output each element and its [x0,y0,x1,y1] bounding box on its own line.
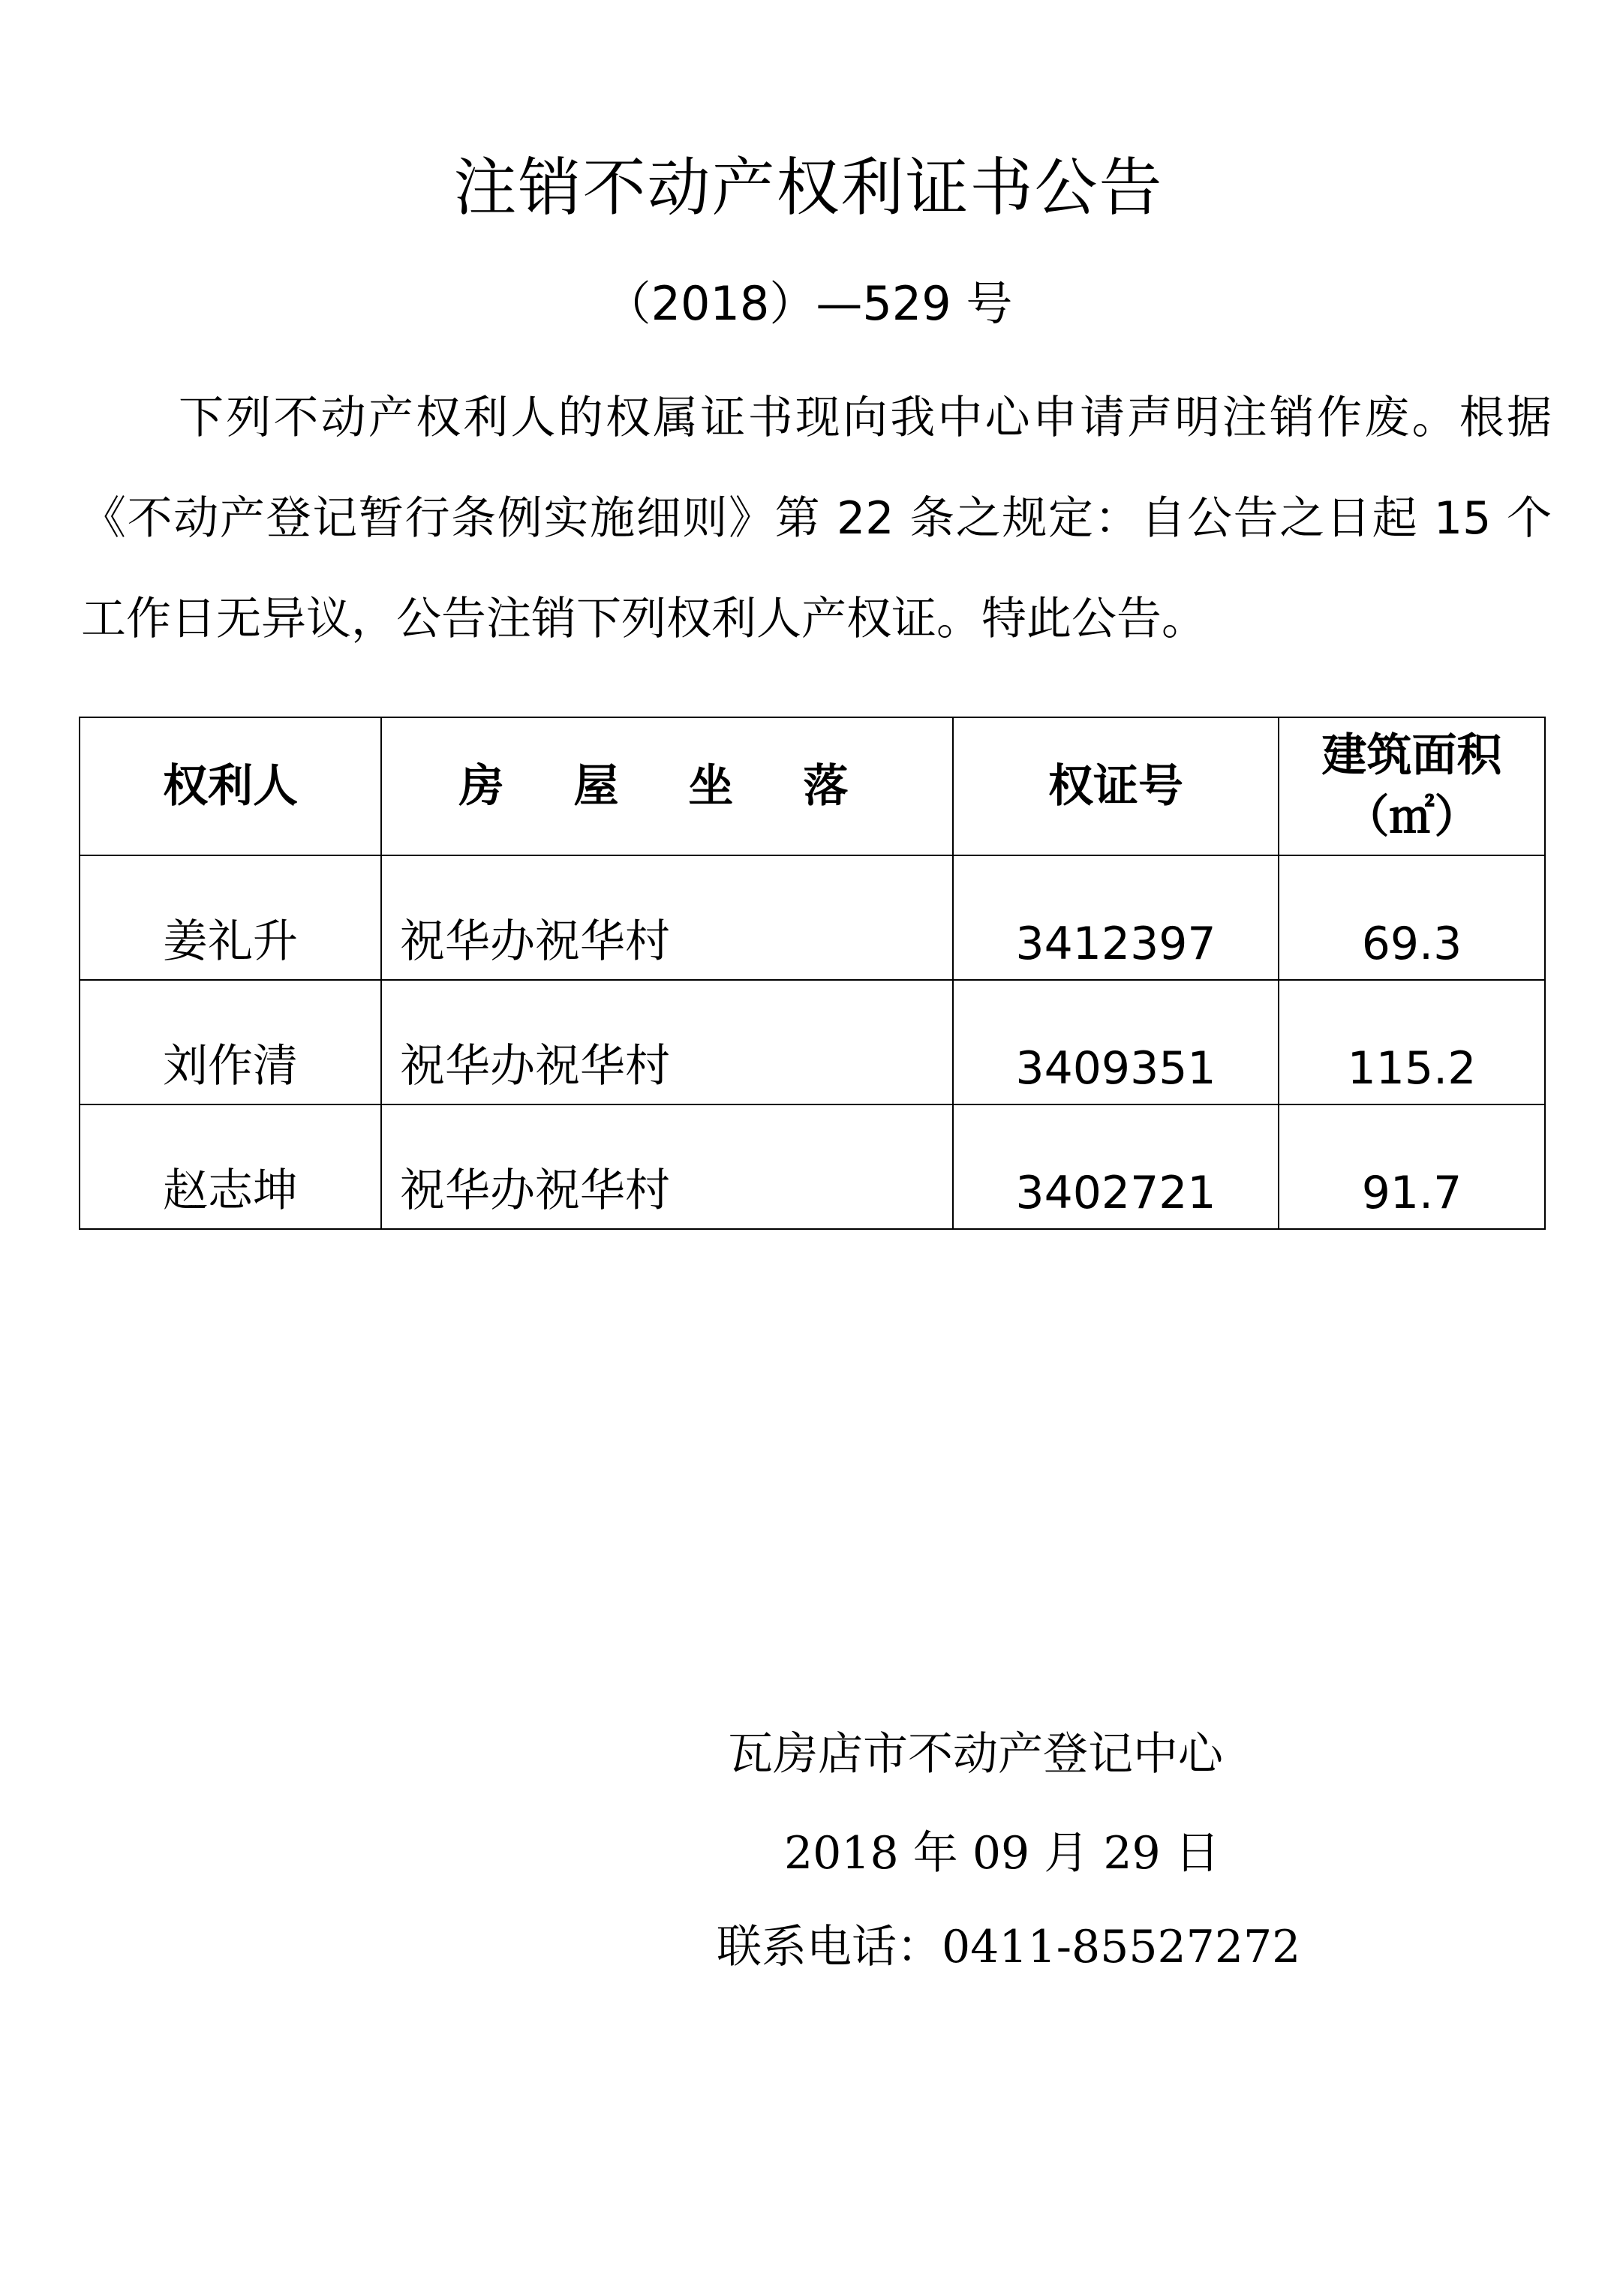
table-header-row [80,717,1545,855]
header-owner: 权利人 [80,717,381,855]
notice-body: 下列不动产权利人的权属证书现向我中心申请声明注销作废。根据《不动产登记暂行条例实施细则》第 22 条之规定：自公告之日起 15 个工作日无异议，公告注销下列权利人产权证。特此公告。 [81,392,1552,645]
header-cert-no: 权证号 [953,717,1279,855]
table-row [80,980,1545,1104]
area-cell: 91.7 [1279,1104,1545,1229]
location-cell: 祝华办祝华村 [381,1104,953,1229]
header-area-label: 建筑面积 [1321,729,1502,782]
location-cell: 祝华办祝华村 [381,855,953,980]
cert-no-cell: 3412397 [953,855,1279,980]
cert-no-cell: 3409351 [953,980,1279,1104]
contact-phone: 联系电话：0411-85527272 [717,1921,1301,1973]
area-cell: 69.3 [1279,855,1545,980]
owner-cell: 刘作清 [80,980,381,1104]
issue-date: 2018 年 09 月 29 日 [784,1827,1220,1880]
table-row [80,1104,1545,1229]
notice-title: 注销不动产权利证书公告 [453,151,1164,224]
issuer-name: 瓦房店市不动产登记中心 [728,1728,1223,1781]
header-location: 房 屋 坐 落 [381,717,953,855]
location-cell: 祝华办祝华村 [381,980,953,1104]
header-area [1279,717,1545,855]
owner-cell: 赵志坤 [80,1104,381,1229]
cert-no-cell: 3402721 [953,1104,1279,1229]
cancelled-certificates-table [79,717,1546,1230]
owner-cell: 姜礼升 [80,855,381,980]
header-area-unit: （㎡） [1344,791,1480,843]
table-row [80,855,1545,980]
document-number: （2018）—529 号 [604,276,1013,331]
area-cell: 115.2 [1279,980,1545,1104]
